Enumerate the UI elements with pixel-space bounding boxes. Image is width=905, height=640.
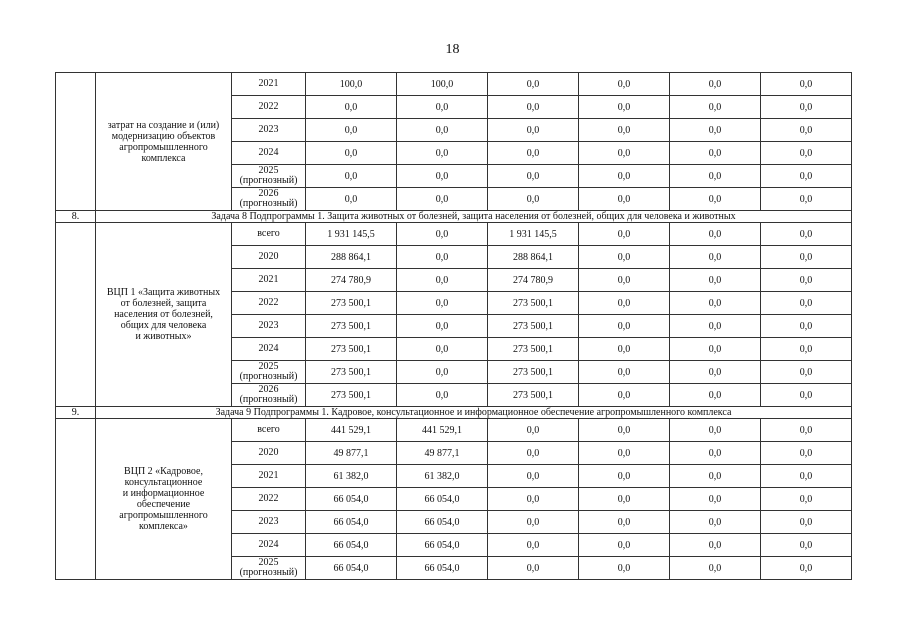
value-cell: 0,0 [670, 488, 761, 511]
value-cell: 0,0 [579, 246, 670, 269]
year-label: 2025 (прогнозный) [239, 361, 298, 382]
task-title: Задача 9 Подпрограммы 1. Кадровое, консультационное и информационное обеспечение агропромышленного комплекса [96, 407, 852, 419]
row-number-cell [56, 73, 96, 211]
task-row [56, 407, 852, 419]
value-cell: 441 529,1 [306, 419, 397, 442]
value-cell: 1 931 145,5 [306, 223, 397, 246]
task-title: Задача 8 Подпрограммы 1. Защита животных от болезней, защита населения от болезней, общих для человека и животных [96, 211, 852, 223]
value-cell: 0,0 [306, 188, 397, 211]
value-cell: 0,0 [761, 442, 852, 465]
value-cell: 0,0 [397, 188, 488, 211]
value-cell: 273 500,1 [488, 384, 579, 407]
value-cell: 273 500,1 [306, 315, 397, 338]
value-cell: 0,0 [670, 73, 761, 96]
value-cell: 0,0 [670, 315, 761, 338]
year-cell [232, 442, 306, 465]
value-cell: 0,0 [306, 165, 397, 188]
value-cell: 0,0 [488, 465, 579, 488]
value-cell: 441 529,1 [397, 419, 488, 442]
value-cell: 0,0 [761, 419, 852, 442]
year-cell [232, 315, 306, 338]
value-cell: 0,0 [579, 557, 670, 580]
year-label: 2022 [258, 493, 279, 504]
value-cell: 0,0 [397, 269, 488, 292]
value-cell: 100,0 [306, 73, 397, 96]
value-cell: 0,0 [397, 384, 488, 407]
year-label: 2023 [258, 320, 279, 331]
value-cell: 0,0 [397, 338, 488, 361]
value-cell: 0,0 [579, 384, 670, 407]
value-cell: 0,0 [488, 534, 579, 557]
year-label: 2024 [258, 147, 279, 158]
year-label: 2022 [258, 101, 279, 112]
value-cell: 61 382,0 [397, 465, 488, 488]
value-cell: 66 054,0 [397, 511, 488, 534]
value-cell: 0,0 [761, 119, 852, 142]
program-name-cell [96, 223, 232, 407]
task-number: 8. [56, 211, 96, 223]
year-label: 2020 [258, 447, 279, 458]
value-cell: 0,0 [579, 223, 670, 246]
year-cell [232, 361, 306, 384]
value-cell: 66 054,0 [306, 534, 397, 557]
value-cell: 288 864,1 [488, 246, 579, 269]
value-cell: 0,0 [397, 246, 488, 269]
value-cell: 61 382,0 [306, 465, 397, 488]
value-cell: 0,0 [670, 419, 761, 442]
year-label: 2021 [258, 274, 279, 285]
year-cell [232, 165, 306, 188]
value-cell: 0,0 [306, 119, 397, 142]
value-cell: 0,0 [670, 292, 761, 315]
value-cell: 0,0 [670, 142, 761, 165]
value-cell: 0,0 [397, 119, 488, 142]
budget-table [55, 72, 852, 580]
value-cell: 0,0 [306, 96, 397, 119]
value-cell: 49 877,1 [306, 442, 397, 465]
task-row [56, 211, 852, 223]
page-number: 18 [445, 42, 460, 57]
value-cell: 0,0 [670, 384, 761, 407]
value-cell: 0,0 [488, 96, 579, 119]
value-cell: 0,0 [761, 292, 852, 315]
value-cell: 0,0 [488, 442, 579, 465]
value-cell: 0,0 [761, 142, 852, 165]
value-cell: 273 500,1 [488, 361, 579, 384]
value-cell: 0,0 [761, 361, 852, 384]
year-cell [232, 96, 306, 119]
value-cell: 0,0 [488, 188, 579, 211]
value-cell: 0,0 [579, 338, 670, 361]
value-cell: 0,0 [761, 511, 852, 534]
year-label: 2021 [258, 470, 279, 481]
value-cell: 0,0 [397, 361, 488, 384]
value-cell: 0,0 [670, 269, 761, 292]
year-cell [232, 119, 306, 142]
value-cell: 0,0 [761, 246, 852, 269]
value-cell: 0,0 [579, 165, 670, 188]
value-cell: 0,0 [488, 165, 579, 188]
value-cell: 0,0 [761, 223, 852, 246]
year-cell [232, 534, 306, 557]
year-label: 2024 [258, 343, 279, 354]
year-cell [232, 269, 306, 292]
table-row [56, 223, 852, 246]
year-label: 2026 (прогнозный) [239, 384, 298, 405]
value-cell: 0,0 [670, 119, 761, 142]
value-cell: 0,0 [761, 534, 852, 557]
program-name-cell [96, 419, 232, 580]
value-cell: 0,0 [397, 315, 488, 338]
value-cell: 0,0 [579, 442, 670, 465]
value-cell: 0,0 [670, 442, 761, 465]
value-cell: 0,0 [488, 557, 579, 580]
value-cell: 0,0 [397, 142, 488, 165]
value-cell: 0,0 [761, 165, 852, 188]
value-cell: 0,0 [488, 419, 579, 442]
year-label: 2023 [258, 516, 279, 527]
value-cell: 0,0 [306, 142, 397, 165]
value-cell: 273 500,1 [488, 338, 579, 361]
value-cell: 0,0 [579, 96, 670, 119]
year-label: 2025 (прогнозный) [239, 165, 298, 186]
value-cell: 1 931 145,5 [488, 223, 579, 246]
value-cell: 0,0 [488, 488, 579, 511]
year-cell [232, 511, 306, 534]
value-cell: 0,0 [761, 384, 852, 407]
year-label: всего [257, 424, 280, 435]
value-cell: 0,0 [761, 73, 852, 96]
value-cell: 0,0 [579, 534, 670, 557]
program-name: ВЦП 1 «Защита животных от болезней, защита населения от болезней, общих для человека и животных» [106, 287, 221, 342]
value-cell: 0,0 [579, 292, 670, 315]
value-cell: 0,0 [670, 465, 761, 488]
value-cell: 0,0 [579, 188, 670, 211]
value-cell: 288 864,1 [306, 246, 397, 269]
value-cell: 0,0 [670, 223, 761, 246]
budget-table-body [56, 73, 852, 580]
value-cell: 273 500,1 [488, 292, 579, 315]
value-cell: 273 500,1 [306, 338, 397, 361]
value-cell: 274 780,9 [488, 269, 579, 292]
value-cell: 0,0 [761, 465, 852, 488]
value-cell: 0,0 [579, 142, 670, 165]
year-cell [232, 223, 306, 246]
value-cell: 0,0 [761, 315, 852, 338]
value-cell: 0,0 [670, 361, 761, 384]
row-number-cell [56, 419, 96, 580]
value-cell: 274 780,9 [306, 269, 397, 292]
value-cell: 0,0 [397, 165, 488, 188]
program-name: затрат на создание и (или) модернизацию объектов агропромышленного комплекса [107, 119, 220, 164]
year-label: 2020 [258, 251, 279, 262]
value-cell: 0,0 [761, 188, 852, 211]
year-cell [232, 465, 306, 488]
value-cell: 100,0 [397, 73, 488, 96]
value-cell: 273 500,1 [306, 361, 397, 384]
value-cell: 0,0 [397, 292, 488, 315]
year-cell [232, 188, 306, 211]
program-name: ВЦП 2 «Кадровое, консультационное и информационное обеспечение агропромышленного комплекса» [119, 466, 208, 532]
program-name-cell [96, 73, 232, 211]
value-cell: 0,0 [670, 557, 761, 580]
value-cell: 0,0 [670, 188, 761, 211]
value-cell: 66 054,0 [397, 534, 488, 557]
value-cell: 0,0 [579, 269, 670, 292]
year-cell [232, 292, 306, 315]
value-cell: 66 054,0 [397, 557, 488, 580]
value-cell: 0,0 [488, 511, 579, 534]
year-cell [232, 246, 306, 269]
task-number: 9. [56, 407, 96, 419]
year-label: 2022 [258, 297, 279, 308]
value-cell: 0,0 [761, 488, 852, 511]
table-row [56, 419, 852, 442]
value-cell: 0,0 [488, 142, 579, 165]
table-row [56, 73, 852, 96]
year-label: 2021 [258, 78, 279, 89]
year-cell [232, 73, 306, 96]
value-cell: 0,0 [579, 315, 670, 338]
row-number-cell [56, 223, 96, 407]
value-cell: 0,0 [670, 96, 761, 119]
year-label: 2024 [258, 539, 279, 550]
year-cell [232, 557, 306, 580]
value-cell: 0,0 [670, 511, 761, 534]
value-cell: 0,0 [761, 338, 852, 361]
value-cell: 0,0 [579, 361, 670, 384]
value-cell: 0,0 [670, 246, 761, 269]
value-cell: 0,0 [579, 488, 670, 511]
value-cell: 0,0 [579, 73, 670, 96]
value-cell: 66 054,0 [306, 557, 397, 580]
year-cell [232, 384, 306, 407]
value-cell: 0,0 [670, 534, 761, 557]
value-cell: 273 500,1 [306, 384, 397, 407]
year-cell [232, 142, 306, 165]
value-cell: 0,0 [579, 465, 670, 488]
year-cell [232, 338, 306, 361]
value-cell: 66 054,0 [306, 488, 397, 511]
value-cell: 0,0 [579, 511, 670, 534]
value-cell: 0,0 [579, 419, 670, 442]
year-cell [232, 488, 306, 511]
value-cell: 0,0 [397, 96, 488, 119]
value-cell: 0,0 [488, 119, 579, 142]
value-cell: 0,0 [761, 557, 852, 580]
year-label: 2025 (прогнозный) [239, 557, 298, 578]
value-cell: 0,0 [761, 269, 852, 292]
value-cell: 0,0 [670, 338, 761, 361]
value-cell: 0,0 [397, 223, 488, 246]
value-cell: 273 500,1 [306, 292, 397, 315]
value-cell: 0,0 [488, 73, 579, 96]
value-cell: 66 054,0 [397, 488, 488, 511]
year-label: 2023 [258, 124, 279, 135]
year-cell [232, 419, 306, 442]
value-cell: 66 054,0 [306, 511, 397, 534]
value-cell: 273 500,1 [488, 315, 579, 338]
year-label: всего [257, 228, 280, 239]
value-cell: 0,0 [761, 96, 852, 119]
value-cell: 49 877,1 [397, 442, 488, 465]
value-cell: 0,0 [670, 165, 761, 188]
value-cell: 0,0 [579, 119, 670, 142]
year-label: 2026 (прогнозный) [239, 188, 298, 209]
